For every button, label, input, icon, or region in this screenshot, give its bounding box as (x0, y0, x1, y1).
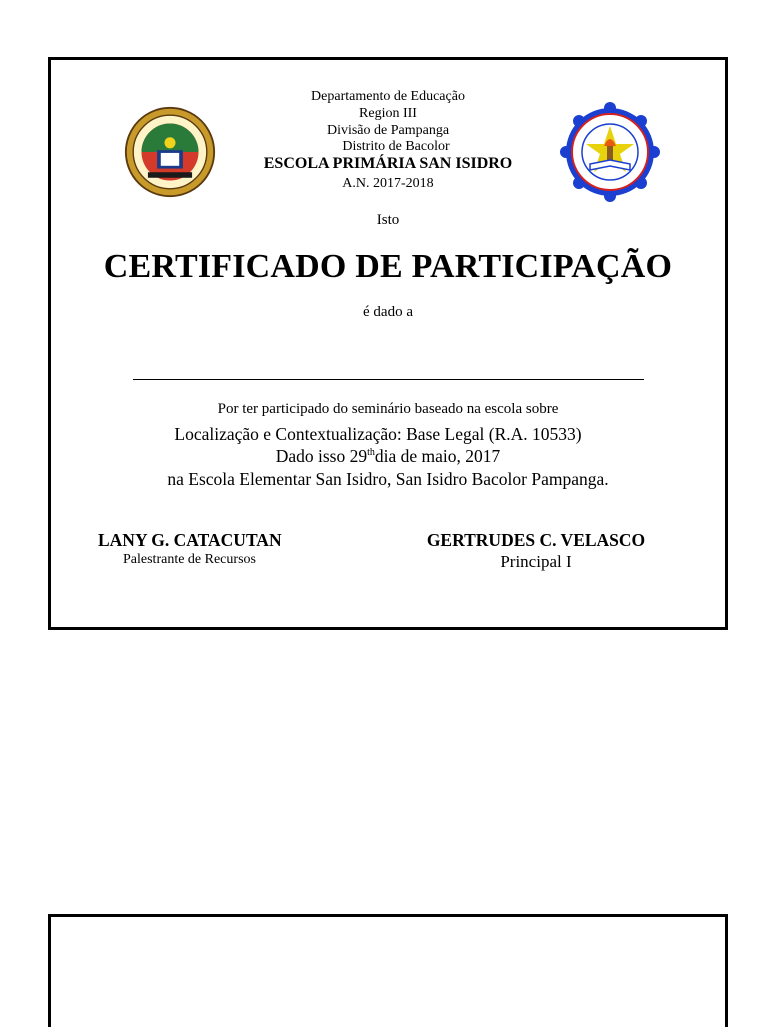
division-line: Divisão de Pampanga (326, 123, 450, 138)
recipient-name-line (133, 379, 644, 380)
certificate-title: CERTIFICADO DE PARTICIPAÇÃO (103, 248, 673, 285)
date-suffix-sup: th (367, 447, 375, 459)
signatory-1-name: LANY G. CATACUTAN (98, 530, 282, 550)
date-prefix: Dado isso 29 (275, 446, 368, 466)
reason-text: Por ter participado do seminário baseado na escola sobre (217, 401, 559, 417)
next-certificate-frame (48, 914, 728, 1027)
department-line: Departamento de Educação (311, 89, 465, 104)
date-text (51, 446, 725, 467)
school-name: ESCOLA PRIMÁRIA SAN ISIDRO (263, 155, 513, 172)
district-line: Distrito de Bacolor (342, 139, 450, 154)
given-to-text: é dado a (363, 304, 413, 320)
this-text: Isto (376, 212, 400, 228)
school-year: A.N. 2017-2018 (342, 176, 434, 191)
certificate-frame (48, 57, 728, 630)
date-suffix: dia de maio, 2017 (374, 446, 501, 466)
signatory-2-name: GERTRUDES C. VELASCO (426, 530, 646, 550)
topic-text: Localização e Contextualização: Base Legal (R.A. 10533) (174, 424, 582, 444)
signatory-1-role: Palestrante de Recursos (123, 552, 256, 567)
signatory-2-role: Principal I (500, 552, 572, 571)
venue-text: na Escola Elementar San Isidro, San Isidro Bacolor Pampanga. (167, 469, 609, 489)
region-line: Region III (359, 106, 417, 121)
